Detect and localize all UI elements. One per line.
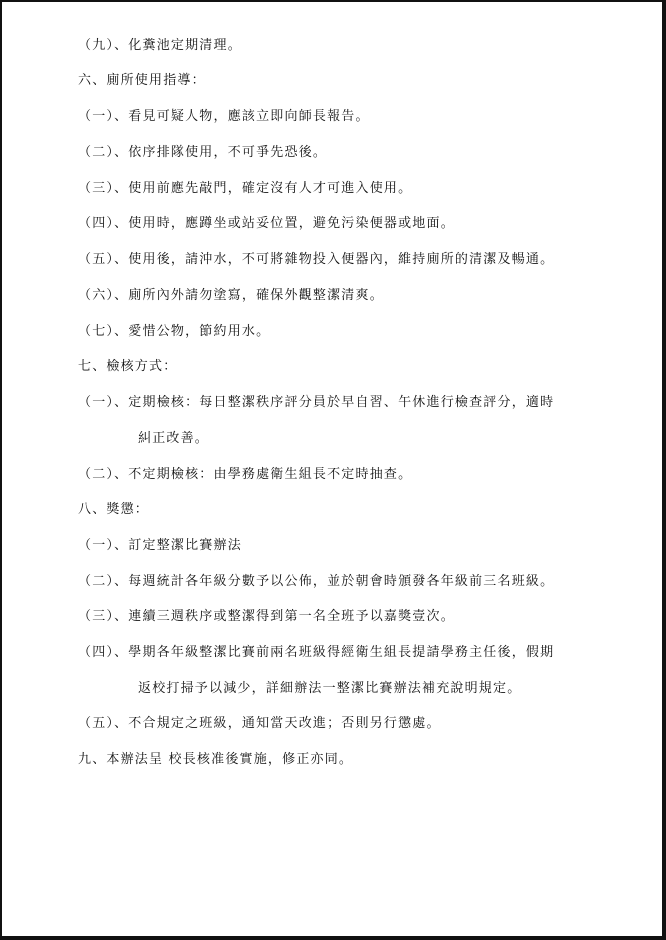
text-line: （五）、不合規定之班級，通知當天改進；否則另行懲處。 <box>78 716 441 731</box>
text-line-continuation: 返校打掃予以減少，詳細辦法一整潔比賽辦法補充說明規定。 <box>138 681 522 696</box>
section-heading: 七、檢核方式： <box>78 359 178 374</box>
text-line: （一）、訂定整潔比賽辦法 <box>78 538 242 553</box>
text-line: （一）、定期檢核：每日整潔秩序評分員於早自習、午休進行檢查評分，適時 <box>78 395 555 410</box>
text-line: （二）、不定期檢核：由學務處衛生組長不定時抽查。 <box>78 467 413 482</box>
text-line: （一）、看見可疑人物，應該立即向師長報告。 <box>78 109 370 124</box>
text-line: （三）、連續三週秩序或整潔得到第一名全班予以嘉獎壹次。 <box>78 609 455 624</box>
text-line-continuation: 糾正改善。 <box>138 431 210 446</box>
text-line: （九）、化糞池定期清理。 <box>78 38 242 53</box>
text-line: （五）、使用後，請沖水，不可將雜物投入便器內，維持廁所的清潔及暢通。 <box>78 252 555 267</box>
section-heading: 八、獎懲： <box>78 502 150 517</box>
section-heading: 九、本辦法呈 校長核准後實施，修正亦同。 <box>78 752 354 767</box>
section-heading: 六、廁所使用指導： <box>78 73 206 88</box>
text-line: （二）、依序排隊使用，不可爭先恐後。 <box>78 145 328 160</box>
text-line: （六）、廁所內外請勿塗寫，確保外觀整潔清爽。 <box>78 288 384 303</box>
text-line: （四）、學期各年級整潔比賽前兩名班級得經衛生組長提請學務主任後，假期 <box>78 645 555 660</box>
text-line: （三）、使用前應先敲門，確定沒有人才可進入使用。 <box>78 181 413 196</box>
text-line: （七）、愛惜公物，節約用水。 <box>78 324 271 339</box>
text-line: （四）、使用時，應蹲坐或站妥位置，避免污染便器或地面。 <box>78 216 455 231</box>
text-line: （二）、每週統計各年級分數予以公佈，並於朝會時頒發各年級前三名班級。 <box>78 574 555 589</box>
